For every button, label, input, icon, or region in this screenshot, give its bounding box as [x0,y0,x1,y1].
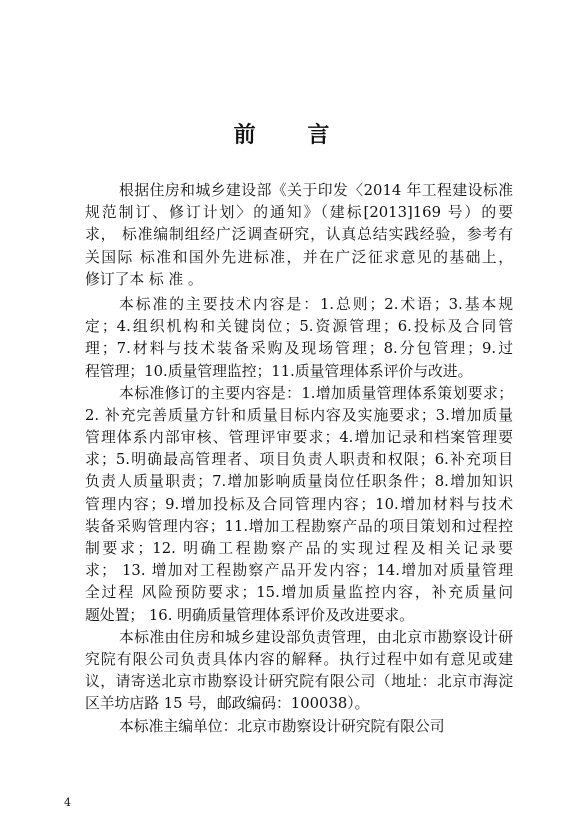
text-line: 修订了本 标 准 。 [85,270,203,288]
preface-body [85,180,513,738]
text-line: 装备采购管理内容；11.增加工程勘察产品的项目策划和过程控 [85,517,513,535]
text-line: 究院有限公司负责具体内容的解释。执行过程中如有意见或建 [85,650,513,668]
text-line: 议，请寄送北京市勘察设计研究院有限公司（地址：北京市海淀 [85,673,513,691]
text-line: 求；5.明确最高管理者、项目负责人职责和权限；6.补充项目 [85,451,513,469]
paragraph-revision-content [85,383,513,627]
text-line: 题处置； 16. 明确质量管理体系评价及改进要求。 [85,606,414,624]
page-title: 前 言 [233,122,330,148]
text-line: 根据住房和城乡建设部《关于印发〈2014 年工程建设标准 [119,182,513,199]
paragraph-management-contact [85,627,513,716]
text-line: 本标准的主要技术内容是：1.总则；2.术语；3.基本规 [119,295,513,313]
paragraph-revision-basis [85,180,513,291]
text-line: 本标准主编单位：北京市勘察设计研究院有限公司 [119,717,445,735]
text-line: 定；4.组织机构和关键岗位；5.资源管理；6.投标及合同管 [85,318,513,336]
text-line: 本标准由住房和城乡建设部负责管理，由北京市勘察设计研 [119,628,513,646]
text-line: 程管理；10.质量管理监控；11.质量管理体系评价与改进。 [85,362,473,380]
paragraph-main-content [85,294,513,383]
text-line: 全过程 风险预防要求；15.增加质量监控内容，补充质量问 [85,584,513,602]
paragraph-chief-editor [85,716,513,738]
text-line: 管理体系内部审核、管理评审要求；4.增加记录和档案管理要 [85,429,513,447]
text-line: 关国际 标准和国外先进标准，并在广泛征求意见的基础上， [85,248,513,266]
text-line: 求， 标准编制组经广泛调查研究，认真总结实践经验，参考有 [85,226,513,244]
text-line: 规范制订、修订计划〉的通知》（建标[2013]169 号）的要 [85,204,513,222]
text-line: 理；7.材料与技术装备采购及现场管理；8.分包管理；9.过 [85,340,513,358]
text-line: 区羊坊店路 15 号，邮政编码：100038）。 [85,695,370,713]
text-line: 管理内容；9.增加投标及合同管理内容；10.增加材料与技术 [85,495,513,513]
page-number: 4 [64,796,71,809]
text-line: 负责人质量职责；7.增加影响质量岗位任职条件；8.增加知识 [85,473,513,491]
text-line: 2. 补充完善质量方针和质量目标内容及实施要求；3.增加质量 [85,406,513,424]
text-line: 本标准修订的主要内容是：1.增加质量管理体系策划要求； [119,384,513,402]
text-line: 制要求；12. 明确工程勘察产品的实现过程及相关记录要 [85,540,513,557]
text-line: 求； 13. 增加对工程勘察产品开发内容；14.增加对质量管理 [85,562,513,580]
